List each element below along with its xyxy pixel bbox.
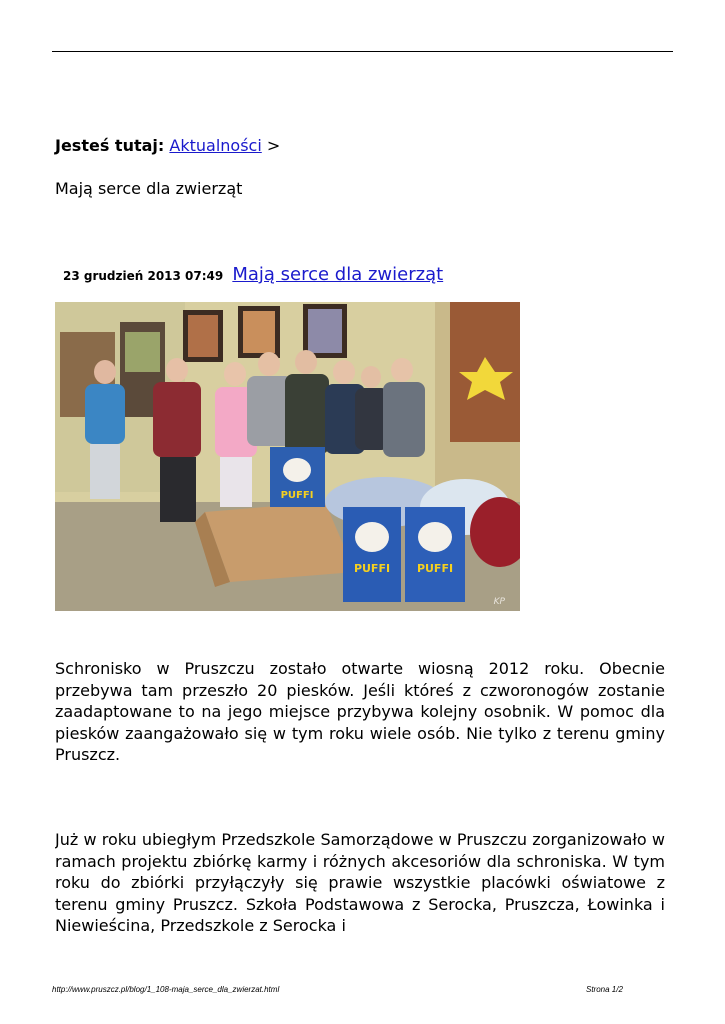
breadcrumb-separator: >: [266, 136, 281, 155]
footer-url: http://www.pruszcz.pl/blog/1_108-maja_serce_dla_zwierzat.html: [52, 985, 280, 994]
article-header: [63, 264, 443, 285]
breadcrumb-label: Jesteś tutaj:: [55, 136, 165, 155]
header-rule: [52, 51, 673, 52]
article-date: 23 grudzień 2013 07:49: [63, 269, 224, 283]
article-paragraph-2: Już w roku ubiegłym Przedszkole Samorządowe w Pruszczu zorganizowało w ramach projektu zbiórkę karmy i różnych akcesoriów dla schroniska. W tym roku do zbiórki przyłączyły się prawie wszystkie placówki oświatowe z terenu gminy Pruszcz. Szkoła Podstawowa z Serocka, Pruszcza, Łowinka i Niewieścina, Przedszkole z Serocka i: [55, 830, 665, 935]
footer-page-number: Strona 1/2: [586, 985, 623, 994]
photo-credit: KP: [493, 597, 505, 607]
breadcrumb: [55, 136, 280, 156]
bag-brand-label-1: PUFFI: [280, 490, 314, 501]
article-photo: [55, 302, 520, 611]
bag-brand-label-3: PUFFI: [416, 562, 454, 575]
article-title-link[interactable]: Mają serce dla zwierząt: [232, 264, 444, 285]
breadcrumb-link-aktualnosci[interactable]: Aktualności: [169, 136, 262, 155]
article-paragraph-1: Schronisko w Pruszczu zostało otwarte wiosną 2012 roku. Obecnie przebywa tam przeszło 20 piesków. Jeśli któreś z czworonogów zostanie zaadaptowane to na jego miejsce przybywa kolejny osobnik. W pomoc dla piesków zaangażowało się w tym roku wiele osób. Nie tylko z terenu gminy Pruszcz.: [55, 659, 665, 764]
bag-brand-label-2: PUFFI: [353, 562, 391, 575]
current-page-title: Mają serce dla zwierząt: [55, 179, 243, 198]
